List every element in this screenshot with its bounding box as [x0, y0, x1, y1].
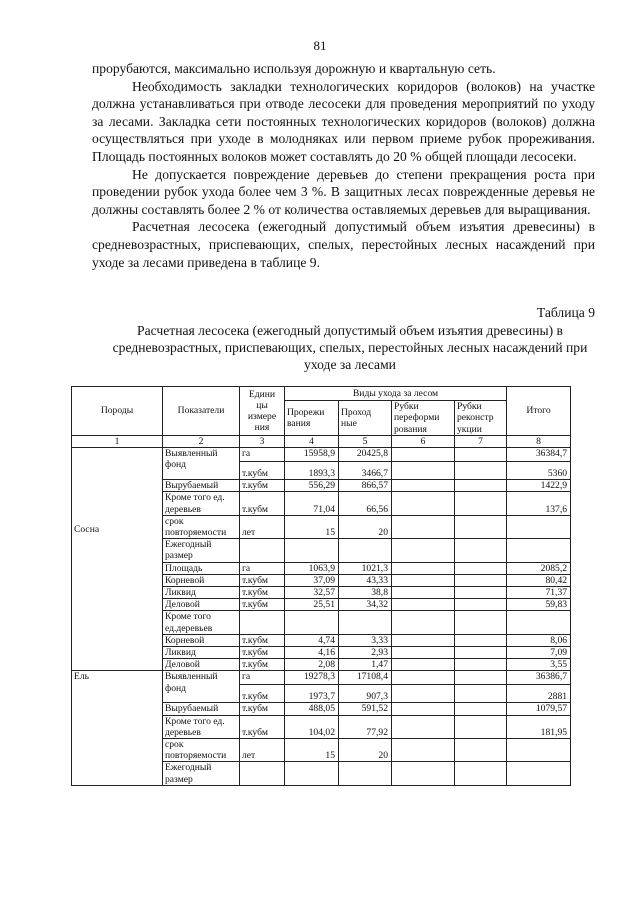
value-cell: 19278,3 — [285, 671, 339, 685]
value-cell — [455, 599, 507, 611]
value-cell — [392, 611, 455, 634]
total-cell: 8,06 — [507, 634, 571, 646]
value-cell: 20 — [339, 515, 392, 538]
column-number: 2 — [163, 436, 240, 448]
value-cell — [392, 480, 455, 492]
indicator-cell: Ликвид — [163, 587, 240, 599]
column-number: 4 — [285, 436, 339, 448]
value-cell — [285, 539, 339, 562]
value-cell — [455, 685, 507, 703]
value-cell: 15 — [285, 515, 339, 538]
value-cell: 20425,8 — [339, 448, 392, 462]
table-row — [72, 448, 571, 462]
column-number: 7 — [455, 436, 507, 448]
column-number: 5 — [339, 436, 392, 448]
total-cell: 36386,7 — [507, 671, 571, 685]
indicator-cell: Кроме того ед. деревьев — [163, 715, 240, 738]
unit-cell — [240, 539, 285, 562]
value-cell: 34,32 — [339, 599, 392, 611]
header-breed: Породы — [72, 387, 163, 436]
total-cell — [507, 539, 571, 562]
value-cell — [455, 739, 507, 762]
column-number: 1 — [72, 436, 163, 448]
total-cell: 7,09 — [507, 647, 571, 659]
total-cell: 137,6 — [507, 492, 571, 515]
value-cell: 15958,9 — [285, 448, 339, 462]
value-cell: 1973,7 — [285, 685, 339, 703]
paragraph-1: прорубаются, максимально используя дорожную и квартальную сеть. — [92, 61, 496, 76]
header-thinning: Прорежи вания — [285, 401, 339, 436]
indicator-cell: Корневой — [163, 574, 240, 586]
value-cell — [339, 539, 392, 562]
header-passing: Проход ные — [339, 401, 392, 436]
unit-cell: т.кубм — [240, 659, 285, 671]
unit-cell: т.кубм — [240, 634, 285, 646]
table-body — [72, 448, 571, 786]
value-cell — [392, 659, 455, 671]
total-cell: 181,95 — [507, 715, 571, 738]
value-cell: 2,93 — [339, 647, 392, 659]
indicator-cell: Вырубаемый — [163, 480, 240, 492]
value-cell — [455, 562, 507, 574]
total-cell: 5360 — [507, 462, 571, 480]
value-cell: 3,33 — [339, 634, 392, 646]
value-cell: 20 — [339, 739, 392, 762]
column-number: 8 — [507, 436, 571, 448]
value-cell: 104,02 — [285, 715, 339, 738]
value-cell — [339, 611, 392, 634]
indicator-cell: Выявленный фонд — [163, 671, 240, 703]
value-cell: 4,74 — [285, 634, 339, 646]
column-number: 3 — [240, 436, 285, 448]
value-cell — [392, 492, 455, 515]
indicator-cell: Ежегодный размер — [163, 762, 240, 785]
unit-cell: т.кубм — [240, 574, 285, 586]
value-cell — [455, 515, 507, 538]
value-cell — [392, 562, 455, 574]
column-numbers-row — [72, 436, 571, 448]
unit-cell: га — [240, 671, 285, 685]
value-cell — [392, 574, 455, 586]
table-row — [72, 671, 571, 685]
value-cell: 556,29 — [285, 480, 339, 492]
breed-cell: Сосна — [72, 448, 163, 671]
header-total: Итого — [507, 387, 571, 436]
total-cell: 2881 — [507, 685, 571, 703]
value-cell — [392, 685, 455, 703]
paragraph-4: Расчетная лесосека (ежегодный допустимый объем изъятия древесины) в средневозрастных, приспевающих, спелых, перестойных лесных насаждений при уходе за лесами приведена в таблице 9. — [92, 219, 595, 270]
value-cell — [455, 587, 507, 599]
total-cell — [507, 762, 571, 785]
value-cell: 3466,7 — [339, 462, 392, 480]
table-label: Таблица 9 — [536, 305, 595, 320]
value-cell — [455, 659, 507, 671]
indicator-cell: Ликвид — [163, 647, 240, 659]
value-cell: 591,52 — [339, 703, 392, 715]
value-cell — [392, 587, 455, 599]
total-cell: 1079,57 — [507, 703, 571, 715]
indicator-cell: Площадь — [163, 562, 240, 574]
value-cell — [455, 634, 507, 646]
total-cell: 1422,9 — [507, 480, 571, 492]
value-cell — [392, 703, 455, 715]
indicator-cell: Выявленный фонд — [163, 448, 240, 480]
unit-cell: лет — [240, 515, 285, 538]
indicator-cell: срок повторяемости — [163, 515, 240, 538]
value-cell — [392, 762, 455, 785]
total-cell: 59,83 — [507, 599, 571, 611]
value-cell — [392, 634, 455, 646]
value-cell — [285, 611, 339, 634]
value-cell: 488,05 — [285, 703, 339, 715]
value-cell — [392, 647, 455, 659]
value-cell — [455, 539, 507, 562]
value-cell: 32,57 — [285, 587, 339, 599]
header-unit: Едини цы измере ния — [240, 387, 285, 436]
value-cell — [455, 492, 507, 515]
total-cell — [507, 611, 571, 634]
unit-cell: т.кубм — [240, 685, 285, 703]
unit-cell: т.кубм — [240, 480, 285, 492]
value-cell — [392, 539, 455, 562]
unit-cell: т.кубм — [240, 587, 285, 599]
unit-cell: т.кубм — [240, 492, 285, 515]
paragraph-2: Необходимость закладки технологических коридоров (волоков) на участке должна устанавливаться при отводе лесосеки для проведения мероприятий по уходу за лесами. Закладка сети постоянных технологических коридоров (волоков) должна осуществляться при уходе в молодняках или первом приеме рубок прореживания. Площадь постоянных волоков может составлять до 20 % общей площади лесосеки. — [92, 78, 595, 164]
total-cell: 36384,7 — [507, 448, 571, 462]
value-cell: 1021,3 — [339, 562, 392, 574]
value-cell — [455, 671, 507, 685]
value-cell — [285, 762, 339, 785]
page-number: 81 — [313, 38, 327, 53]
indicator-cell: Вырубаемый — [163, 703, 240, 715]
indicator-cell: Кроме того ед. деревьев — [163, 492, 240, 515]
allowable-cut-table — [71, 386, 571, 786]
total-cell: 3,55 — [507, 659, 571, 671]
value-cell: 15 — [285, 739, 339, 762]
value-cell — [392, 739, 455, 762]
indicator-cell: Кроме того ед.деревьев — [163, 611, 240, 634]
indicator-cell: Корневой — [163, 634, 240, 646]
unit-cell — [240, 611, 285, 634]
value-cell — [455, 611, 507, 634]
unit-cell: т.кубм — [240, 462, 285, 480]
unit-cell: т.кубм — [240, 647, 285, 659]
value-cell — [392, 599, 455, 611]
column-number: 6 — [392, 436, 455, 448]
total-cell: 80,42 — [507, 574, 571, 586]
paragraph-3: Не допускается повреждение деревьев до степени прекращения роста при проведении рубок ухода более чем 3 %. В защитных лесах поврежденные деревья не должны составлять более 2 % от количества оставляемых деревьев для выращивания. — [92, 166, 595, 217]
header-indicators: Показатели — [163, 387, 240, 436]
unit-cell: га — [240, 562, 285, 574]
value-cell: 2,08 — [285, 659, 339, 671]
value-cell — [455, 574, 507, 586]
value-cell: 43,33 — [339, 574, 392, 586]
value-cell: 25,51 — [285, 599, 339, 611]
indicator-cell: Деловой — [163, 659, 240, 671]
header-reconstruction: Рубки реконстр укции — [455, 401, 507, 436]
total-cell — [507, 739, 571, 762]
unit-cell: га — [240, 448, 285, 462]
value-cell — [455, 703, 507, 715]
unit-cell — [240, 762, 285, 785]
value-cell: 77,92 — [339, 715, 392, 738]
total-cell: 71,37 — [507, 587, 571, 599]
value-cell: 38,8 — [339, 587, 392, 599]
value-cell — [455, 715, 507, 738]
value-cell: 71,04 — [285, 492, 339, 515]
value-cell — [455, 762, 507, 785]
value-cell — [392, 671, 455, 685]
value-cell: 37,09 — [285, 574, 339, 586]
header-care-types: Виды ухода за лесом — [285, 387, 507, 401]
value-cell: 1,47 — [339, 659, 392, 671]
value-cell — [392, 448, 455, 462]
body-text — [92, 60, 595, 271]
unit-cell: т.кубм — [240, 599, 285, 611]
table-title: Расчетная лесосека (ежегодный допустимый объем изъятия древесины) в средневозрастных, приспевающих, спелых, перестойных лесных насаждений при уходе за лесами — [112, 323, 588, 372]
value-cell: 66,56 — [339, 492, 392, 515]
breed-cell: Ель — [72, 671, 163, 785]
unit-cell: лет — [240, 739, 285, 762]
indicator-cell: Ежегодный размер — [163, 539, 240, 562]
value-cell: 1063,9 — [285, 562, 339, 574]
unit-cell: т.кубм — [240, 703, 285, 715]
value-cell — [455, 448, 507, 462]
value-cell: 4,16 — [285, 647, 339, 659]
value-cell — [392, 515, 455, 538]
value-cell — [455, 647, 507, 659]
total-cell — [507, 515, 571, 538]
value-cell — [392, 715, 455, 738]
indicator-cell: срок повторяемости — [163, 739, 240, 762]
total-cell: 2085,2 — [507, 562, 571, 574]
indicator-cell: Деловой — [163, 599, 240, 611]
value-cell — [392, 462, 455, 480]
value-cell: 907,3 — [339, 685, 392, 703]
value-cell: 866,57 — [339, 480, 392, 492]
header-reforming: Рубки переформи рования — [392, 401, 455, 436]
value-cell — [339, 762, 392, 785]
unit-cell: т.кубм — [240, 715, 285, 738]
value-cell — [455, 462, 507, 480]
value-cell: 17108,4 — [339, 671, 392, 685]
value-cell: 1893,3 — [285, 462, 339, 480]
value-cell — [455, 480, 507, 492]
